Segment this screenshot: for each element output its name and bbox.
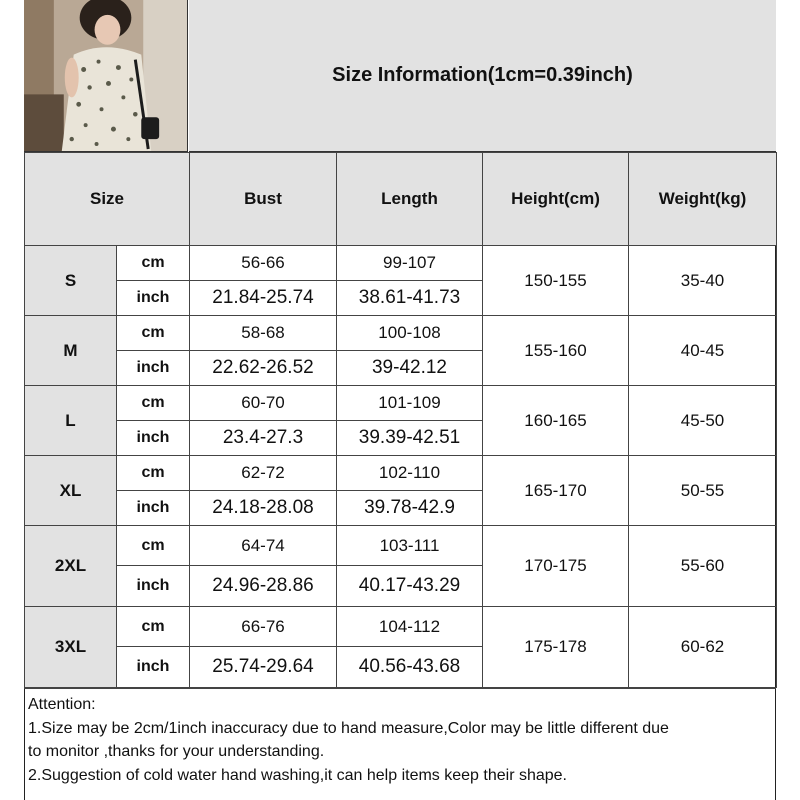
attention-line-3: 2.Suggestion of cold water hand washing,it can help items keep their shape. bbox=[28, 766, 567, 784]
length-cm: 100-108 bbox=[337, 316, 483, 351]
weight-range: 40-45 bbox=[629, 316, 777, 386]
attention-heading: Attention: bbox=[28, 696, 96, 713]
length-cm: 99-107 bbox=[337, 246, 483, 281]
height-range: 165-170 bbox=[483, 456, 629, 526]
height-range: 160-165 bbox=[483, 386, 629, 456]
size-info-title-box bbox=[189, 0, 776, 152]
bust-inch: 22.62-26.52 bbox=[190, 351, 337, 386]
page-title: Size Information(1cm=0.39inch) bbox=[332, 64, 633, 86]
header-length: Length bbox=[337, 153, 483, 246]
header-size: Size bbox=[25, 153, 190, 246]
bust-cm: 60-70 bbox=[190, 386, 337, 421]
length-inch: 40.17-43.29 bbox=[337, 566, 483, 607]
length-cm: 102-110 bbox=[337, 456, 483, 491]
bust-inch: 21.84-25.74 bbox=[190, 281, 337, 316]
weight-range: 60-62 bbox=[629, 607, 777, 688]
bust-cm: 66-76 bbox=[190, 607, 337, 647]
unit-cm: cm bbox=[117, 607, 190, 647]
table-row bbox=[25, 246, 777, 281]
length-inch: 39.78-42.9 bbox=[337, 491, 483, 526]
unit-cm: cm bbox=[117, 456, 190, 491]
table-header-row bbox=[25, 153, 777, 246]
length-cm: 101-109 bbox=[337, 386, 483, 421]
length-inch: 39.39-42.51 bbox=[337, 421, 483, 456]
height-range: 175-178 bbox=[483, 607, 629, 688]
unit-cm: cm bbox=[117, 386, 190, 421]
height-range: 170-175 bbox=[483, 526, 629, 607]
length-inch: 38.61-41.73 bbox=[337, 281, 483, 316]
table-row bbox=[25, 526, 777, 566]
weight-range: 35-40 bbox=[629, 246, 777, 316]
height-range: 155-160 bbox=[483, 316, 629, 386]
table-row bbox=[25, 316, 777, 351]
length-cm: 103-111 bbox=[337, 526, 483, 566]
attention-notes bbox=[24, 688, 776, 800]
size-label: M bbox=[25, 316, 117, 386]
unit-inch: inch bbox=[117, 566, 190, 607]
unit-cm: cm bbox=[117, 526, 190, 566]
bust-inch: 23.4-27.3 bbox=[190, 421, 337, 456]
length-cm: 104-112 bbox=[337, 607, 483, 647]
bust-cm: 56-66 bbox=[190, 246, 337, 281]
unit-inch: inch bbox=[117, 491, 190, 526]
weight-range: 45-50 bbox=[629, 386, 777, 456]
unit-inch: inch bbox=[117, 421, 190, 456]
bust-inch: 25.74-29.64 bbox=[190, 647, 337, 688]
size-label: L bbox=[25, 386, 117, 456]
size-label: XL bbox=[25, 456, 117, 526]
height-range: 150-155 bbox=[483, 246, 629, 316]
weight-range: 50-55 bbox=[629, 456, 777, 526]
weight-range: 55-60 bbox=[629, 526, 777, 607]
bust-inch: 24.18-28.08 bbox=[190, 491, 337, 526]
header-height: Height(cm) bbox=[483, 153, 629, 246]
table-row bbox=[25, 386, 777, 421]
table-row bbox=[25, 456, 777, 491]
size-table bbox=[24, 152, 777, 688]
bust-inch: 24.96-28.86 bbox=[190, 566, 337, 607]
bust-cm: 62-72 bbox=[190, 456, 337, 491]
length-inch: 40.56-43.68 bbox=[337, 647, 483, 688]
unit-cm: cm bbox=[117, 316, 190, 351]
bust-cm: 58-68 bbox=[190, 316, 337, 351]
attention-line-2: to monitor ,thanks for your understanding. bbox=[28, 743, 325, 760]
length-inch: 39-42.12 bbox=[337, 351, 483, 386]
unit-cm: cm bbox=[117, 246, 190, 281]
size-label: 2XL bbox=[25, 526, 117, 607]
unit-inch: inch bbox=[117, 351, 190, 386]
product-photo bbox=[24, 0, 188, 152]
bust-cm: 64-74 bbox=[190, 526, 337, 566]
table-row bbox=[25, 607, 777, 647]
size-label: S bbox=[25, 246, 117, 316]
size-label: 3XL bbox=[25, 607, 117, 688]
unit-inch: inch bbox=[117, 647, 190, 688]
unit-inch: inch bbox=[117, 281, 190, 316]
header-bust: Bust bbox=[190, 153, 337, 246]
product-photo-icon bbox=[24, 0, 187, 151]
attention-line-1: 1.Size may be 2cm/1inch inaccuracy due to hand measure,Color may be little different due bbox=[28, 719, 669, 737]
header-weight: Weight(kg) bbox=[629, 153, 777, 246]
